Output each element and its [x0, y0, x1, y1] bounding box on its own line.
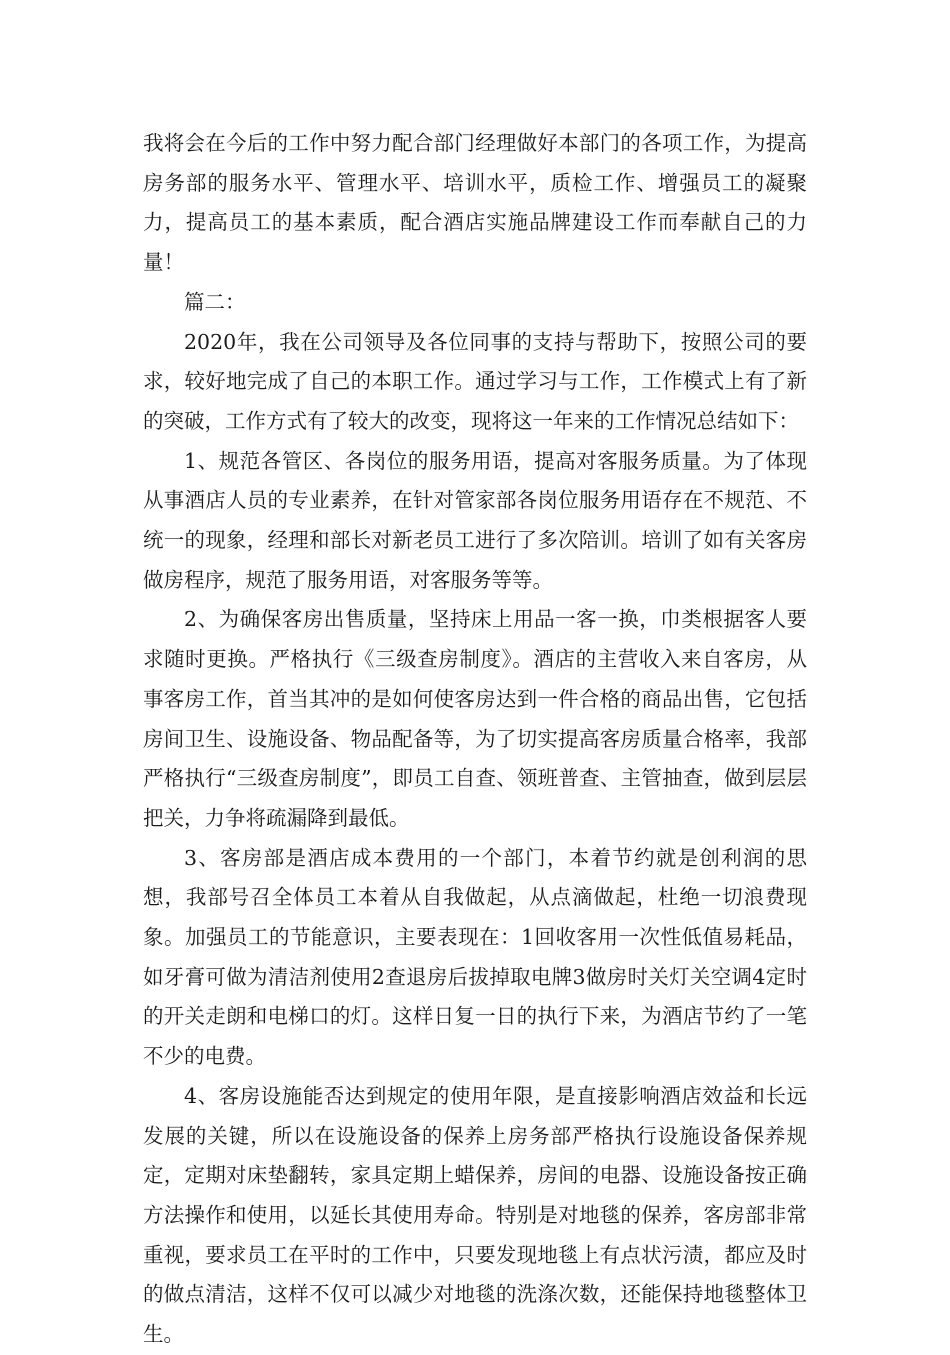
paragraph-continuation: 我将会在今后的工作中努力配合部门经理做好本部门的各项工作，为提高房务部的服务水平、管理水平、培训水平，质检工作、增强员工的凝聚力，提高员工的基本素质，配合酒店实施品牌建设工作而奉献自己的力量！ [143, 131, 807, 275]
paragraph-item-1: 1、规范各管区、各岗位的服务用语，提高对客服务质量。为了体现从事酒店人员的专业素养，在针对管家部各岗位服务用语存在不规范、不统一的现象，经理和部长对新老员工进行了多次陪训。培训了如有关客房做房程序，规范了服务用语，对客服务等等。 [143, 448, 807, 592]
paragraph-item-3: 3、客房部是酒店成本费用的一个部门，本着节约就是创利润的思想，我部号召全体员工本着从自我做起，从点滴做起，杜绝一切浪费现象。加强员工的节能意识，主要表现在：1回收客用一次性低值易耗品，如牙膏可做为清洁剂使用2查退房后拔掉取电牌3做房时关灯关空调4定时的开关走朗和电梯口的灯。这样日复一日的执行下来，为酒店节约了一笔不少的电费。 [143, 845, 807, 1069]
section-heading: 篇二： [184, 289, 246, 314]
paragraph-item-4: 4、客房设施能否达到规定的使用年限，是直接影响酒店效益和长远发展的关键，所以在设施设备的保养上房务部严格执行设施设备保养规定，定期对床垫翻转，家具定期上蜡保养，房间的电器、设施设备按正确方法操作和使用，以延长其使用寿命。特别是对地毯的保养，客房部非常重视，要求员工在平时的工作中，只要发现地毯上有点状污渍，都应及时的做点清洁，这样不仅可以减少对地毯的洗涤次数，还能保持地毯整体卫生。 [143, 1083, 807, 1347]
paragraph-item-2: 2、为确保客房出售质量，坚持床上用品一客一换，巾类根据客人要求随时更换。严格执行《三级查房制度》。酒店的主营收入来自客房，从事客房工作，首当其冲的是如何使客房达到一件合格的商品出售，它包括房间卫生、设施设备、物品配备等，为了切实提高客房质量合格率，我部严格执行“三级查房制度”，即员工自查、领班普查、主管抽查，做到层层把关，力争将疏漏降到最低。 [143, 607, 807, 830]
paragraph-intro: 2020年，我在公司领导及各位同事的支持与帮助下，按照公司的要求，较好地完成了自己的本职工作。通过学习与工作，工作模式上有了新的突破，工作方式有了较大的改变，现将这一年来的工作情况总结如下： [143, 329, 807, 433]
document-body [143, 124, 807, 1355]
